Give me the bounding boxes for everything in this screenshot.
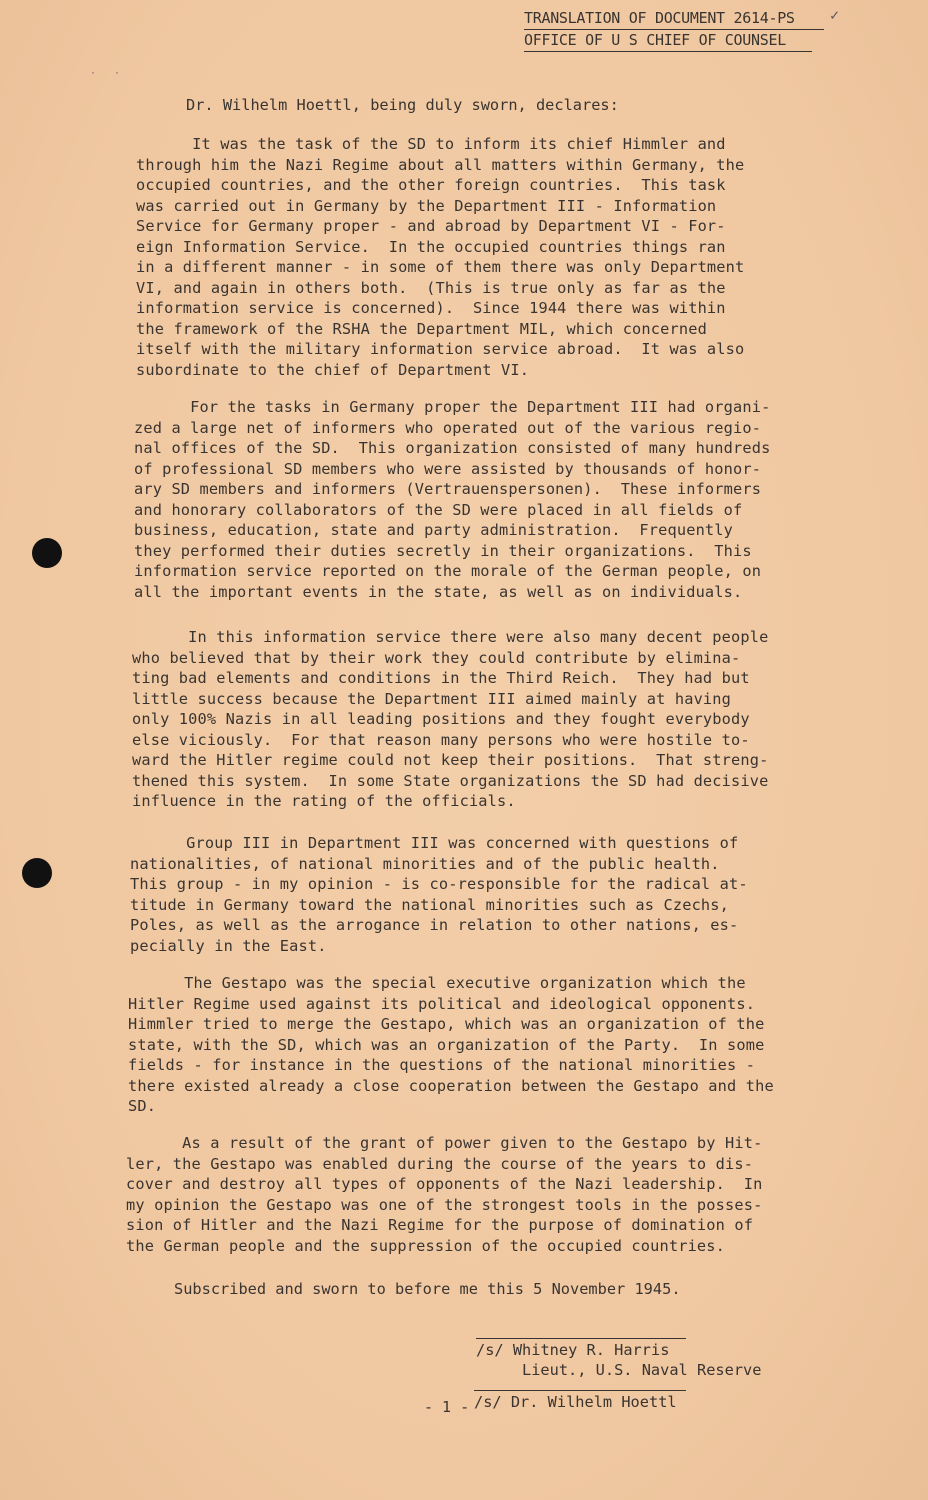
sworn-statement: Subscribed and sworn to before me this 5 November 1945. <box>174 1280 681 1298</box>
document-header <box>524 8 824 52</box>
witness-signature-block <box>476 1338 761 1380</box>
header-office-line: OFFICE OF U S CHIEF OF COUNSEL <box>524 30 812 52</box>
witness-rank: Lieut., U.S. Naval Reserve <box>522 1361 762 1379</box>
page-number: - 1 - <box>424 1398 470 1416</box>
intro-line: Dr. Wilhelm Hoettl, being duly sworn, declares: <box>186 96 619 114</box>
paragraph-2: For the tasks in Germany proper the Department III had organi- zed a large net of informers who operated out of the various regio- nal offices of the SD. This organization consisted of many hundreds of professional SD members who were assisted by thousands of honor- ary SD members and informers (Vertrauenspersonen). These informers and honorary collaborators of the SD were placed in all fields of business, education, state and party administration. Frequently they performed their duties secretly in their organizations. This information service reported on the morale of the German people, on all the important events in the state, as well as on individuals. <box>134 398 771 601</box>
stray-marks: · · <box>90 68 127 79</box>
paragraph-1: It was the task of the SD to inform its chief Himmler and through him the Nazi Regime about all matters within Germany, the occupied countries, and the other foreign countries. This task was carried out in Germany by the Department III - Information Service for Germany proper - and abroad by Department VI - For- eign Information Service. In the occupied countries things ran in a different manner - in some of them there was only Department VI, and again in others both. (This is true only as far as the information service is concerned). Since 1944 there was within the framework of the RSHA the Department MIL, which concerned itself with the military information service abroad. It was also subordinate to the chief of Department VI. <box>136 135 745 379</box>
punch-hole <box>22 858 52 888</box>
witness-name: /s/ Whitney R. Harris <box>476 1338 686 1360</box>
paragraph-4: Group III in Department III was concerned with questions of nationalities, of national minorities and of the public health. This group - in my opinion - is co-responsible for the radical at- titude in Germany toward the national minorities such as Czechs, Poles, as well as the arrogance in relation to other nations, es- pecially in the East. <box>130 834 748 955</box>
paragraph-5: The Gestapo was the special executive organization which the Hitler Regime used against its political and ideological opponents. Himmler tried to merge the Gestapo, which was an organization of the state, with the SD, which was an organization of the Party. In some fields - for instance in the questions of the national minorities - there existed already a close cooperation between the Gestapo and the SD. <box>128 974 774 1115</box>
punch-hole <box>32 538 62 568</box>
paragraph-3: In this information service there were also many decent people who believed that by their work they could contribute by elimina- ting bad elements and conditions in the Third Reich. They had but little success because the Department III aimed mainly at having only 100% Nazis in all leading positions and they fought everybody else viciously. For that reason many persons who were hostile to- ward the Hitler regime could not keep their positions. That streng- thened this system. In some State organizations the SD had decisive influence in the rating of the officials. <box>132 628 769 810</box>
declarant-signature: /s/ Dr. Wilhelm Hoettl <box>474 1390 686 1411</box>
paragraph-6: As a result of the grant of power given to the Gestapo by Hit- ler, the Gestapo was enabled during the course of the years to dis- cover and destroy all types of opponents of the Nazi leadership. In my opinion the Gestapo was one of the strongest tools in the posses- sion of Hitler and the Nazi Regime for the purpose of domination of the German people and the suppression of the occupied countries. <box>126 1134 763 1255</box>
header-translation-line: TRANSLATION OF DOCUMENT 2614-PS <box>524 8 824 30</box>
check-mark: ✓ <box>830 6 840 24</box>
